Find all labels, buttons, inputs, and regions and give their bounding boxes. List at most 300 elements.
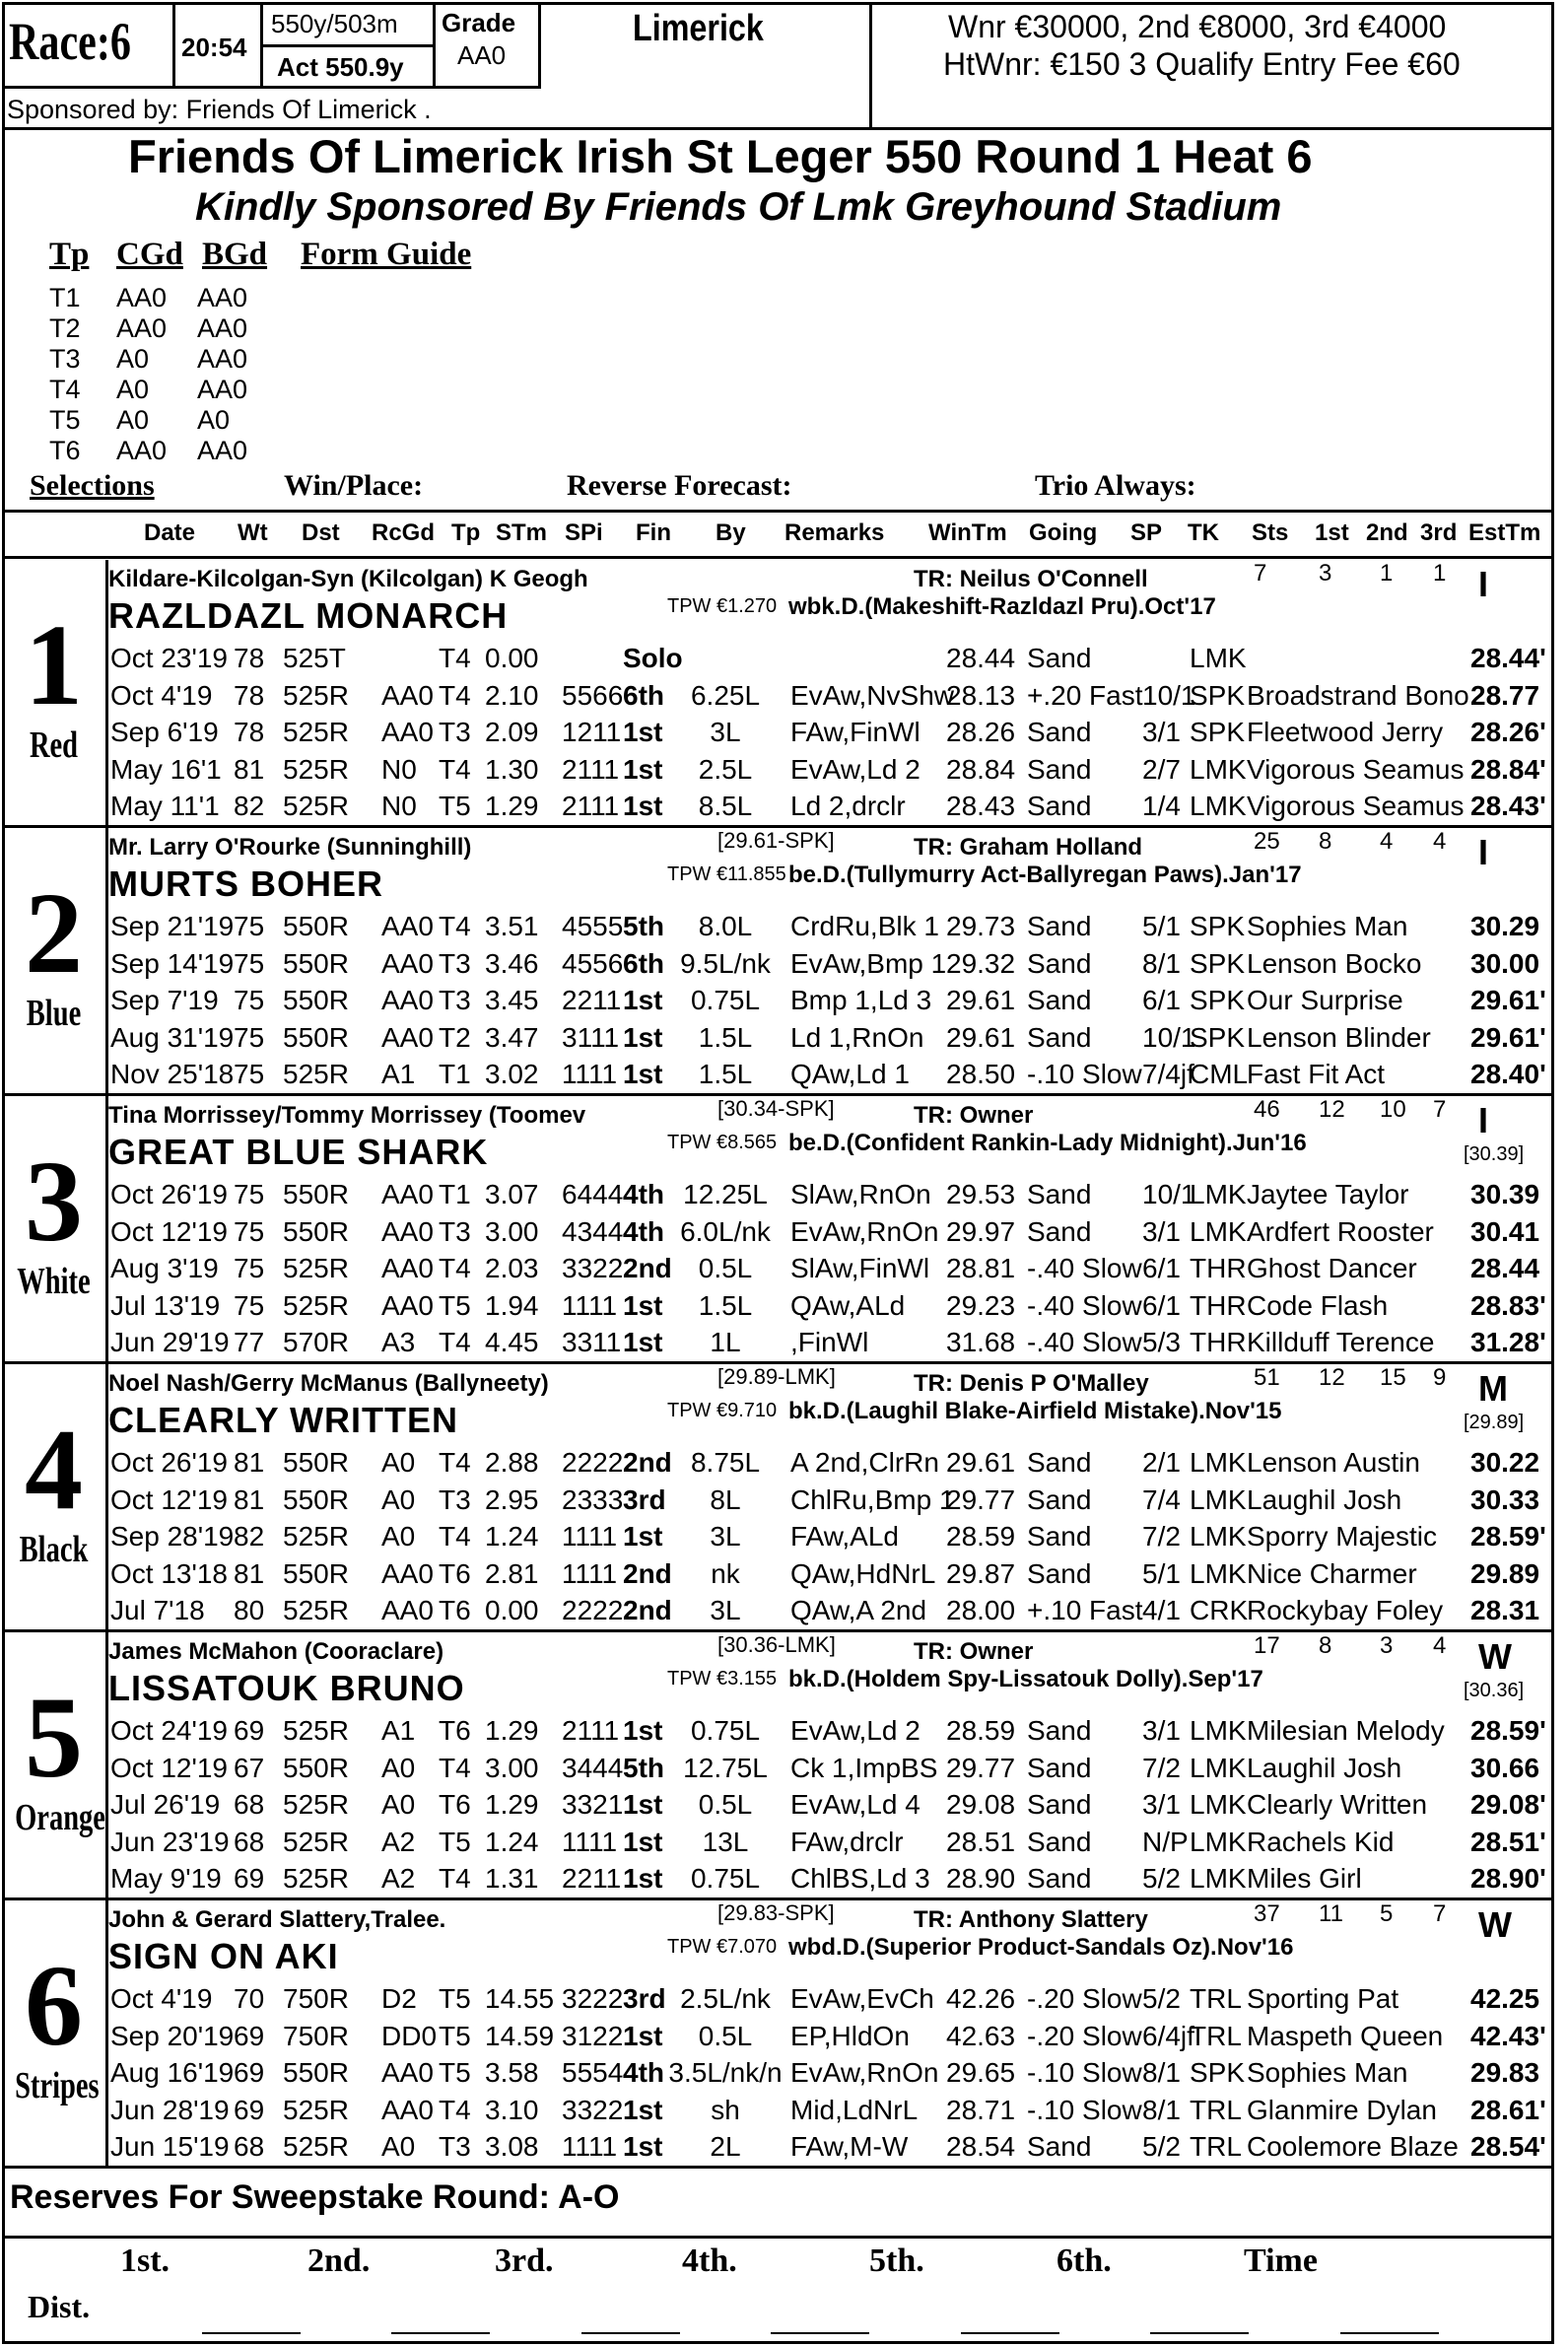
form-date: Nov 25'18 xyxy=(110,1059,235,1089)
owner: James McMahon (Cooraclare) xyxy=(108,1638,444,1665)
form-race-grade: AA0 xyxy=(381,1595,434,1625)
form-split-positions: 4344 xyxy=(562,1215,624,1247)
form-finish: 1st xyxy=(623,1521,663,1552)
form-split-positions: 2211 xyxy=(562,985,622,1015)
form-by: 6.25L xyxy=(690,679,761,711)
form-sectional-time: 0.00 xyxy=(485,1595,539,1625)
form-date: May 9'19 xyxy=(110,1863,222,1894)
form-race-grade: A0 xyxy=(381,1521,416,1552)
form-sectional-time: 3.02 xyxy=(485,1059,539,1089)
grade-value: AA0 xyxy=(457,40,507,70)
form-weight: 80 xyxy=(234,1595,265,1625)
form-track: LMK xyxy=(1190,791,1247,821)
form-weight: 67 xyxy=(234,1752,265,1783)
form-win-time: 28.59 xyxy=(946,1521,1016,1552)
col-stm: STm xyxy=(496,519,548,546)
form-race-grade: A0 xyxy=(381,1789,416,1820)
form-starting-price: 2/1 xyxy=(1142,1447,1181,1478)
runner-block xyxy=(2,1096,1554,1364)
thirds: 9 xyxy=(1433,1364,1447,1391)
fg-bgd: AA0 xyxy=(197,375,248,404)
form-est-time: 42.25 xyxy=(1470,1983,1540,2014)
form-sectional-time: 4.45 xyxy=(485,1327,539,1357)
bgd-header: BGd xyxy=(202,237,268,272)
form-trap: T6 xyxy=(439,1595,471,1625)
form-win-time: 29.61 xyxy=(946,985,1016,1015)
form-track: LMK xyxy=(1190,1715,1247,1746)
form-winner: Broadstrand Bono xyxy=(1247,679,1469,711)
race-time-box xyxy=(172,2,263,89)
form-sectional-time: 2.88 xyxy=(485,1447,539,1478)
selections-label: Selections xyxy=(30,469,155,502)
form-trap: T4 xyxy=(439,1521,471,1552)
tpw: TPW €9.710 xyxy=(667,1400,778,1421)
starts: 37 xyxy=(1254,1900,1280,1927)
form-starting-price: 7/2 xyxy=(1142,1521,1181,1552)
race-number: Race:6 xyxy=(9,12,131,71)
form-sectional-time: 0.00 xyxy=(485,643,539,673)
form-starting-price: 4/1 xyxy=(1142,1595,1181,1625)
form-date: Jul 26'19 xyxy=(110,1789,221,1820)
form-distance: 550R xyxy=(283,1752,349,1783)
form-by: 0.75L xyxy=(690,985,761,1015)
running-style: M xyxy=(1478,1368,1508,1409)
form-going: Sand xyxy=(1027,1484,1092,1515)
form-date: Jul 7'18 xyxy=(110,1595,205,1625)
form-split-positions: 3321 xyxy=(562,1789,624,1820)
form-sectional-time: 2.81 xyxy=(485,1557,539,1589)
form-est-time: 30.00 xyxy=(1470,947,1540,979)
form-winner: Vigorous Seamus xyxy=(1247,753,1465,785)
form-trap: T1 xyxy=(439,1179,471,1209)
form-going: Sand xyxy=(1027,1826,1092,1857)
form-by: 3.5L/nk/n xyxy=(668,2057,783,2088)
form-win-time: 29.23 xyxy=(946,1289,1016,1321)
form-race-grade: A2 xyxy=(381,1863,416,1894)
tpw: TPW €7.070 xyxy=(667,1936,778,1958)
trap-colour: Stripes xyxy=(15,2065,100,2106)
running-style-time: [29.89] xyxy=(1464,1412,1525,1433)
form-distance: 525R xyxy=(283,717,349,747)
form-weight: 75 xyxy=(234,1021,265,1053)
form-weight: 69 xyxy=(234,2020,265,2051)
runner-block xyxy=(2,1632,1554,1900)
seconds: 4 xyxy=(1380,828,1394,855)
form-trap: T4 xyxy=(439,1752,471,1783)
thirds: 7 xyxy=(1433,1900,1447,1927)
col-sts: Sts xyxy=(1252,519,1289,546)
form-trap: T5 xyxy=(439,791,471,821)
form-est-time: 29.83 xyxy=(1470,2057,1540,2088)
form-win-time: 28.43 xyxy=(946,791,1016,821)
form-weight: 68 xyxy=(234,2131,265,2162)
form-race-grade: A1 xyxy=(381,1715,416,1746)
form-split-positions: 2111 xyxy=(562,791,620,821)
place-time: Time xyxy=(1244,2242,1318,2279)
form-trap: T4 xyxy=(439,1447,471,1478)
form-going: +.20 Fast xyxy=(1027,679,1143,711)
columns-top-rule xyxy=(2,510,1554,513)
form-track: LMK xyxy=(1190,1521,1247,1552)
col-going: Going xyxy=(1029,519,1098,546)
form-win-time: 29.87 xyxy=(946,1557,1016,1589)
form-remarks: QAw,HdNrL xyxy=(790,1557,936,1589)
best-time: [29.89-LMK] xyxy=(717,1364,836,1389)
form-remarks: SlAw,FinWl xyxy=(790,1253,930,1283)
running-style: I xyxy=(1478,832,1489,872)
form-date: Oct 13'18 xyxy=(110,1557,228,1589)
form-finish: 6th xyxy=(623,679,664,711)
form-starting-price: 5/2 xyxy=(1142,2131,1181,2162)
form-starting-price: 6/1 xyxy=(1142,1289,1181,1321)
form-date: Oct 26'19 xyxy=(110,1179,228,1209)
seconds: 15 xyxy=(1380,1364,1406,1391)
form-date: Sep 28'19 xyxy=(110,1521,235,1552)
form-by: nk xyxy=(711,1557,740,1589)
form-going: Sand xyxy=(1027,1789,1092,1820)
form-starting-price: 5/1 xyxy=(1142,911,1181,941)
form-race-grade: A0 xyxy=(381,1447,416,1478)
form-split-positions: 5554 xyxy=(562,2057,624,2088)
form-by: 8.0L xyxy=(698,911,753,941)
form-distance: 525R xyxy=(283,1826,349,1857)
form-finish: 1st xyxy=(623,791,663,821)
greyhound-name: MURTS BOHER xyxy=(108,863,383,904)
dist-label: Dist. xyxy=(28,2289,91,2324)
form-split-positions: 5566 xyxy=(562,679,624,711)
form-sectional-time: 3.10 xyxy=(485,2094,539,2125)
breeding: bk.D.(Laughil Blake-Airfield Mistake).Nov'15 xyxy=(788,1398,1282,1424)
form-win-time: 29.32 xyxy=(946,947,1016,979)
trainer: TR: Neilus O'Connell xyxy=(914,566,1148,592)
form-going: Sand xyxy=(1027,791,1092,821)
trap-colour: Black xyxy=(19,1529,89,1570)
form-est-time: 28.59' xyxy=(1470,1715,1546,1746)
dist-blank-2[interactable] xyxy=(391,2332,490,2334)
runner-block xyxy=(2,1364,1554,1632)
form-weight: 68 xyxy=(234,1789,265,1820)
form-weight: 70 xyxy=(234,1983,265,2014)
form-finish: 1st xyxy=(623,1327,663,1357)
form-win-time: 28.71 xyxy=(946,2094,1016,2125)
breeding: be.D.(Tullymurry Act-Ballyregan Paws).Jan'17 xyxy=(788,862,1302,888)
form-distance: 550R xyxy=(283,1447,349,1478)
form-winner: Nice Charmer xyxy=(1247,1557,1417,1589)
form-finish: 4th xyxy=(623,2057,664,2088)
form-weight: 82 xyxy=(234,791,265,821)
owner: Tina Morrissey/Tommy Morrissey (Toomev xyxy=(108,1102,586,1129)
form-sectional-time: 1.31 xyxy=(485,1863,539,1894)
form-by: sh xyxy=(711,2094,740,2125)
tpw: TPW €11.855 xyxy=(667,863,786,885)
form-trap: T4 xyxy=(439,1863,471,1894)
form-date: Sep 6'19 xyxy=(110,717,219,747)
form-remarks: EvAw,Ld 2 xyxy=(790,1715,920,1746)
form-going: Sand xyxy=(1027,1715,1092,1746)
running-style: I xyxy=(1478,564,1489,604)
form-date: Oct 12'19 xyxy=(110,1752,228,1783)
form-remarks: EvAw,EvCh xyxy=(790,1983,934,2014)
form-sectional-time: 14.59 xyxy=(485,2020,555,2051)
place-1st: 1st. xyxy=(120,2242,170,2279)
runner-block xyxy=(2,1900,1554,2169)
trap-number: 6 xyxy=(25,1941,83,2070)
best-time: [29.61-SPK] xyxy=(717,828,835,853)
wins: 3 xyxy=(1319,560,1332,586)
trap-number: 2 xyxy=(25,868,83,998)
form-going: Sand xyxy=(1027,643,1092,673)
form-going: Sand xyxy=(1027,1215,1092,1247)
form-est-time: 29.89 xyxy=(1470,1557,1540,1589)
form-win-time: 29.77 xyxy=(946,1752,1016,1783)
form-remarks: ,FinWl xyxy=(790,1327,869,1357)
form-trap: T4 xyxy=(439,1253,471,1283)
form-finish: Solo xyxy=(623,643,683,673)
form-est-time: 28.54' xyxy=(1470,2131,1546,2162)
form-going: Sand xyxy=(1027,911,1092,941)
form-sectional-time: 3.08 xyxy=(485,2131,539,2162)
form-remarks: QAw,ALd xyxy=(790,1289,906,1321)
thirds: 4 xyxy=(1433,1632,1447,1659)
form-winner: Code Flash xyxy=(1247,1289,1389,1321)
tpw: TPW €3.155 xyxy=(667,1668,778,1690)
form-going: -.10 Slow xyxy=(1027,2057,1142,2088)
form-trap: T3 xyxy=(439,717,471,747)
form-weight: 69 xyxy=(234,2057,265,2088)
form-race-grade: AA0 xyxy=(381,2057,434,2088)
cgd-header: CGd xyxy=(116,237,183,272)
form-finish: 1st xyxy=(623,1826,663,1857)
thirds: 7 xyxy=(1433,1096,1447,1123)
form-date: Oct 12'19 xyxy=(110,1215,228,1247)
form-date: Jul 13'19 xyxy=(110,1289,221,1321)
form-starting-price: 3/1 xyxy=(1142,717,1181,747)
form-trap: T4 xyxy=(439,911,471,941)
form-starting-price: 5/1 xyxy=(1142,1557,1181,1589)
form-by: 12.25L xyxy=(683,1179,768,1209)
form-split-positions: 2111 xyxy=(562,1715,620,1746)
form-split-positions: 2222 xyxy=(562,1595,624,1625)
form-est-time: 28.44' xyxy=(1470,643,1546,673)
form-track: SPK xyxy=(1190,2057,1246,2088)
form-finish: 1st xyxy=(623,2094,663,2125)
form-split-positions: 1211 xyxy=(562,717,622,747)
form-win-time: 28.51 xyxy=(946,1826,1016,1857)
form-winner: Killduff Terence xyxy=(1247,1327,1435,1357)
form-date: Sep 7'19 xyxy=(110,985,219,1015)
greyhound-name: GREAT BLUE SHARK xyxy=(108,1132,489,1172)
form-track: CRK xyxy=(1190,1595,1249,1625)
trainer: TR: Owner xyxy=(914,1638,1034,1665)
form-track: SPK xyxy=(1190,947,1246,979)
fg-bgd: AA0 xyxy=(197,344,248,374)
form-weight: 81 xyxy=(234,1557,265,1589)
form-by: 3L xyxy=(710,1521,741,1552)
runner-block xyxy=(2,828,1554,1096)
form-going: Sand xyxy=(1027,1179,1092,1209)
fg-bgd: AA0 xyxy=(197,313,248,343)
form-win-time: 29.97 xyxy=(946,1215,1016,1247)
form-split-positions: 3444 xyxy=(562,1752,624,1783)
col-by: By xyxy=(716,519,746,546)
form-winner: Rockybay Foley xyxy=(1247,1595,1444,1625)
col-wintm: WinTm xyxy=(928,519,1007,546)
form-going: +.10 Fast xyxy=(1027,1595,1143,1625)
form-track: LMK xyxy=(1190,1557,1247,1589)
col-rcgd: RcGd xyxy=(372,519,436,546)
form-sectional-time: 3.58 xyxy=(485,2057,539,2088)
form-est-time: 28.84' xyxy=(1470,753,1546,785)
form-win-time: 28.13 xyxy=(946,679,1016,711)
form-finish: 1st xyxy=(623,753,663,785)
form-starting-price: 10/1 xyxy=(1142,679,1196,711)
form-weight: 75 xyxy=(234,1215,265,1247)
fg-bgd: AA0 xyxy=(197,436,248,465)
form-date: Oct 4'19 xyxy=(110,1983,213,2014)
form-sectional-time: 3.46 xyxy=(485,947,539,979)
form-remarks: Mid,LdNrL xyxy=(790,2094,919,2125)
form-going: Sand xyxy=(1027,1557,1092,1589)
seconds: 3 xyxy=(1380,1632,1394,1659)
form-starting-price: 6/1 xyxy=(1142,985,1181,1015)
col-spi: SPi xyxy=(565,519,603,546)
form-track: THR xyxy=(1190,1253,1247,1283)
dist-blank-4[interactable] xyxy=(771,2332,869,2334)
fg-trap: T1 xyxy=(49,283,81,312)
form-distance: 750R xyxy=(283,2020,349,2051)
form-by: 3L xyxy=(710,1595,741,1625)
form-going: -.40 Slow xyxy=(1027,1289,1142,1321)
wins: 12 xyxy=(1319,1096,1345,1123)
form-weight: 75 xyxy=(234,1253,265,1283)
time-blank[interactable] xyxy=(1340,2332,1439,2334)
trap-number: 1 xyxy=(25,600,83,729)
fg-cgd: A0 xyxy=(116,344,150,374)
form-date: Oct 4'19 xyxy=(110,679,213,711)
form-remarks: SlAw,RnOn xyxy=(790,1179,931,1209)
form-winner: Milesian Melody xyxy=(1247,1715,1445,1746)
form-winner: Vigorous Seamus xyxy=(1247,791,1465,821)
form-winner: Fast Fit Act xyxy=(1247,1059,1386,1089)
trainer: TR: Graham Holland xyxy=(914,834,1143,861)
form-remarks: EvAw,NvShw xyxy=(790,679,954,711)
form-track: TRL xyxy=(1190,2020,1242,2051)
form-win-time: 28.26 xyxy=(946,717,1016,747)
form-trap: T4 xyxy=(439,753,471,785)
form-remarks: Ld 1,RnOn xyxy=(790,1021,924,1053)
form-race-grade: AA0 xyxy=(381,1557,434,1589)
fg-trap: T2 xyxy=(49,313,81,343)
form-guide-header: Form Guide xyxy=(301,237,472,272)
form-split-positions: 1111 xyxy=(562,1557,618,1589)
form-weight: 77 xyxy=(234,1327,265,1357)
form-finish: 1st xyxy=(623,717,663,747)
breeding: wbk.D.(Makeshift-Razldazl Pru).Oct'17 xyxy=(788,593,1216,620)
form-finish: 1st xyxy=(623,1715,663,1746)
form-date: May 16'1 xyxy=(110,753,222,785)
place-6th: 6th. xyxy=(1057,2242,1112,2279)
form-trap: T3 xyxy=(439,2131,471,2162)
form-winner: Laughil Josh xyxy=(1247,1484,1402,1515)
sponsor-line: Sponsored by: Friends Of Limerick . xyxy=(7,95,432,124)
form-trap: T6 xyxy=(439,1789,471,1820)
form-weight: 78 xyxy=(234,679,265,711)
form-distance: 525R xyxy=(283,1059,349,1089)
form-split-positions: 1111 xyxy=(562,1289,618,1321)
place-2nd: 2nd. xyxy=(307,2242,371,2279)
form-track: LMK xyxy=(1190,1484,1247,1515)
form-trap: T5 xyxy=(439,2057,471,2088)
form-est-time: 28.43' xyxy=(1470,791,1546,821)
dist-blank-6[interactable] xyxy=(1150,2332,1249,2334)
running-style: W xyxy=(1478,1904,1512,1945)
form-starting-price: 8/1 xyxy=(1142,2094,1181,2125)
breeding: wbd.D.(Superior Product-Sandals Oz).Nov'16 xyxy=(788,1934,1294,1961)
form-split-positions: 3111 xyxy=(562,1021,620,1053)
form-trap: T4 xyxy=(439,2094,471,2125)
form-win-time: 29.53 xyxy=(946,1179,1016,1209)
form-split-positions: 3322 xyxy=(562,2094,624,2125)
form-split-positions: 2111 xyxy=(562,753,620,785)
form-by: 8.75L xyxy=(690,1447,761,1478)
form-going: -.10 Slow xyxy=(1027,2094,1142,2125)
actual-distance: Act 550.9y xyxy=(277,52,404,82)
reserves-line: Reserves For Sweepstake Round: A-O xyxy=(10,2178,620,2216)
form-going: -.40 Slow xyxy=(1027,1253,1142,1283)
dist-blank-3[interactable] xyxy=(581,2332,680,2334)
starts: 25 xyxy=(1254,828,1280,855)
fg-trap: T4 xyxy=(49,375,81,404)
form-win-time: 28.50 xyxy=(946,1059,1016,1089)
form-distance: 525R xyxy=(283,679,349,711)
form-trap: T5 xyxy=(439,1289,471,1321)
dist-blank-5[interactable] xyxy=(961,2332,1059,2334)
form-trap: T3 xyxy=(439,1484,471,1515)
col-3rd: 3rd xyxy=(1420,519,1458,546)
form-win-time: 29.73 xyxy=(946,911,1016,941)
form-track: TRL xyxy=(1190,2094,1242,2125)
form-trap: T3 xyxy=(439,947,471,979)
fg-bgd: AA0 xyxy=(197,283,248,312)
form-sectional-time: 3.47 xyxy=(485,1021,539,1053)
trap-colour: Red xyxy=(29,724,79,766)
form-track: THR xyxy=(1190,1289,1247,1321)
trap-number: 5 xyxy=(25,1673,83,1802)
form-by: 2.5L xyxy=(698,753,753,785)
form-weight: 78 xyxy=(234,717,265,747)
form-trap: T5 xyxy=(439,2020,471,2051)
form-date: Jun 15'19 xyxy=(110,2131,230,2162)
form-split-positions: 1111 xyxy=(562,2131,618,2162)
runner-block xyxy=(2,560,1554,828)
form-date: Oct 23'19 xyxy=(110,643,228,673)
form-weight: 81 xyxy=(234,1447,265,1478)
dist-blank-1[interactable] xyxy=(202,2332,301,2334)
form-finish: 5th xyxy=(623,911,664,941)
form-win-time: 29.77 xyxy=(946,1484,1016,1515)
form-going: Sand xyxy=(1027,1863,1092,1894)
race-distance: 550y/503m xyxy=(271,9,398,38)
form-track: LMK xyxy=(1190,1215,1247,1247)
trap-colour: Orange xyxy=(15,1797,105,1838)
form-est-time: 28.51' xyxy=(1470,1826,1546,1857)
form-est-time: 29.61' xyxy=(1470,985,1546,1015)
form-win-time: 29.08 xyxy=(946,1789,1016,1820)
col-2nd: 2nd xyxy=(1366,519,1408,546)
form-track: LMK xyxy=(1190,1179,1247,1209)
tpw: TPW €1.270 xyxy=(667,595,778,617)
thirds: 1 xyxy=(1433,560,1447,586)
